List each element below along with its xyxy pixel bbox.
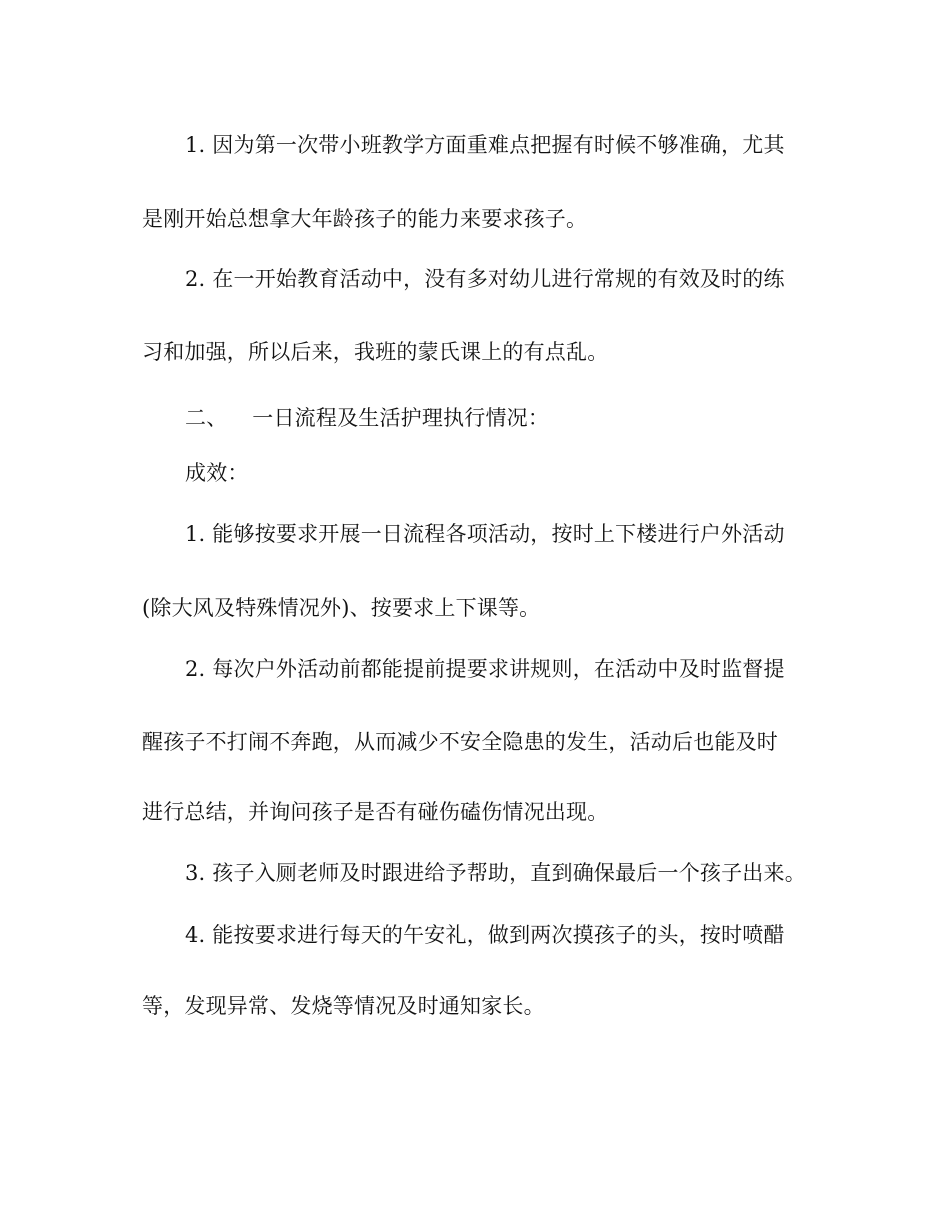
paragraph-line: 1. 能够按要求开展一日流程各项活动，按时上下楼进行户外活动 xyxy=(185,522,785,546)
subheading: 成效： xyxy=(185,461,249,485)
paragraph-line: 习和加强，所以后来，我班的蒙氏课上的有点乱。 xyxy=(142,340,609,364)
paragraph-line: 等，发现异常、发烧等情况及时通知家长。 xyxy=(142,994,545,1018)
paragraph-line: (除大风及特殊情况外)、按要求上下课等。 xyxy=(142,596,541,620)
paragraph-line: 2. 每次户外活动前都能提前提要求讲规则，在活动中及时监督提 xyxy=(185,657,785,681)
section-heading: 二、 一日流程及生活护理执行情况： xyxy=(185,406,550,430)
paragraph-line: 4. 能按要求进行每天的午安礼，做到两次摸孩子的头，按时喷醋 xyxy=(185,923,785,947)
paragraph-line: 3. 孩子入厕老师及时跟进给予帮助，直到确保最后一个孩子出来。 xyxy=(185,861,806,885)
paragraph-line: 是刚开始总想拿大年龄孩子的能力来要求孩子。 xyxy=(142,207,588,231)
paragraph-line: 1. 因为第一次带小班教学方面重难点把握有时候不够准确，尤其 xyxy=(185,133,785,157)
paragraph-line: 2. 在一开始教育活动中，没有多对幼儿进行常规的有效及时的练 xyxy=(185,267,785,291)
paragraph-line: 醒孩子不打闹不奔跑，从而减少不安全隐患的发生，活动后也能及时 xyxy=(142,730,778,754)
paragraph-line: 进行总结，并询问孩子是否有碰伤磕伤情况出现。 xyxy=(142,800,609,824)
